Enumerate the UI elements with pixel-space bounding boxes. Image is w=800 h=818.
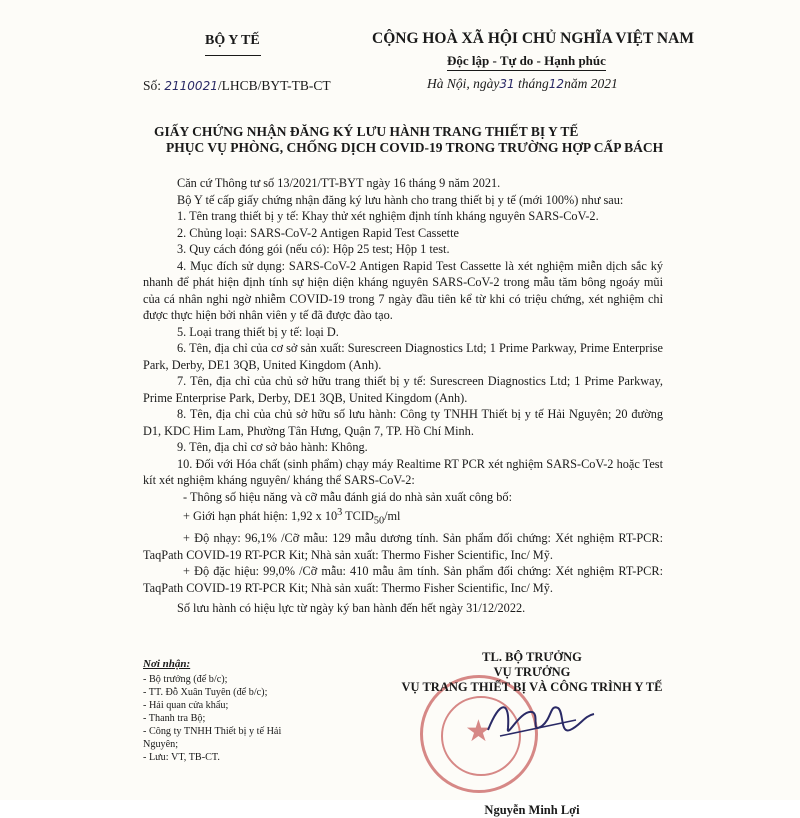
detection-limit-c: /ml [384, 509, 401, 524]
official-seal-icon: ★ [420, 675, 538, 793]
signature-line2: VỤ TRƯỞNG [493, 665, 571, 679]
item-4: 4. Mục đích sử dụng: SARS-CoV-2 Antigen Rapid Test Cassette là xét nghiệm miễn dịch sắc ký nhanh để phát hiện định tính sự hiện diện kháng nguyên SARS-CoV-2 trong mẫu tăm bông ngoáy mũi của cá nhân nghi ngờ nhiễm COVID-19 trong 7 ngày đầu tiên kể từ khi có triệu chứng, xét nghiệm chỉ được thực hiện bởi nhân viên y tế đã được đào tạo. [143, 258, 663, 322]
item-1: 1. Tên trang thiết bị y tế: Khay thử xét nghiệm định tính kháng nguyên SARS-CoV-2. [177, 209, 599, 223]
item-10: 10. Đối với Hóa chất (sinh phẩm) chạy máy Realtime RT PCR xét nghiệm SARS-CoV-2 hoặc Test kít xét nghiệm kháng nguyên/ kháng thể SARS-CoV-2: [143, 456, 663, 487]
signer-name: Nguyễn Minh Lợi [484, 803, 580, 817]
recipient-item: - Công ty TNHH Thiết bị y tế Hải [143, 726, 282, 737]
recipient-item: - Bộ trưởng (để b/c); [143, 674, 228, 685]
recipients-title: Nơi nhận: [143, 658, 191, 670]
item-5: 5. Loại trang thiết bị y tế: loại D. [177, 324, 339, 339]
item-2: 2. Chủng loại: SARS-CoV-2 Antigen Rapid Test Cassette [177, 225, 459, 240]
place-date-c: năm 2021 [564, 76, 618, 91]
signature-block [352, 650, 712, 818]
detection-limit-a: + Giới hạn phát hiện: 1,92 x 10 [183, 509, 338, 524]
detection-limit [143, 505, 663, 530]
item-8: 8. Tên, địa chỉ của chủ sở hữu số lưu hành: Công ty TNHH Thiết bị y tế Hải Nguyên; 20 đường D1, KDC Him Lam, Phường Tân Hưng, Quận 7, TP. Hồ Chí Minh. [143, 407, 663, 438]
performance-heading: - Thông số hiệu năng và cỡ mẫu đánh giá do nhà sản xuất công bố: [183, 489, 512, 504]
country-name: CỘNG HOÀ XÃ HỘI CHỦ NGHĨA VIỆT NAM [372, 30, 694, 47]
signature-line3: VỤ TRANG THIẾT BỊ VÀ CÔNG TRÌNH Y TẾ [401, 680, 663, 694]
recipient-item: - TT. Đỗ Xuân Tuyên (để b/c); [143, 687, 268, 698]
item-7: 7. Tên, địa chỉ của chủ sở hữu trang thiết bị y tế: Surescreen Diagnostics Ltd; 1 Prime Parkway, Prime Enterprise Park, Derby, DE1 3QB, United Kingdom (Anh). [143, 374, 663, 405]
specificity: + Độ đặc hiệu: 99,0% /Cỡ mẫu: 410 mẫu âm tính. Sản phẩm đối chứng: Xét nghiệm RT-PCR: TaqPath COVID-19 RT-PCR Kit; Nhà sản xuất: Thermo Fisher Scientific, Inc/ Mỹ. [143, 564, 663, 595]
recipient-item: - Lưu: VT, TB-CT. [143, 752, 220, 763]
document-number [143, 78, 331, 94]
place-date [427, 76, 618, 92]
sensitivity: + Độ nhạy: 96,1% /Cỡ mẫu: 129 mẫu dương tính. Sản phẩm đối chứng: Xét nghiệm RT-PCR: TaqPath COVID-19 RT-PCR Kit; Nhà sản xuất: Thermo Fisher Scientific, Inc/ Mỹ. [143, 531, 663, 562]
place-date-a: Hà Nội, ngày [427, 76, 500, 91]
recipient-item: - Hải quan cửa khẩu; [143, 700, 229, 711]
place-date-b: tháng [514, 76, 549, 91]
detection-limit-sub: 50 [373, 515, 385, 527]
detection-limit-b: TCID [342, 509, 374, 524]
recipient-item: - Thanh tra Bộ; [143, 713, 206, 724]
document-title-line1: GIẤY CHỨNG NHẬN ĐĂNG KÝ LƯU HÀNH TRANG THIẾT BỊ Y TẾ [154, 124, 579, 139]
ministry-underline [205, 55, 261, 56]
item-6: 6. Tên, địa chỉ của cơ sở sản xuất: Surescreen Diagnostics Ltd; 1 Prime Parkway, Prime Enterprise Park, Derby, DE1 3QB, United Kingdom (Anh). [143, 341, 663, 372]
doc-no-prefix: Số: [143, 78, 165, 93]
doc-no-suffix: /LHCB/BYT-TB-CT [217, 78, 331, 93]
document-body [143, 175, 663, 617]
doc-no-handwritten: 2110021 [164, 79, 218, 93]
item-9: 9. Tên, địa chỉ cơ sở bảo hành: Không. [177, 440, 368, 454]
signature-line1: TL. BỘ TRƯỞNG [482, 650, 582, 664]
document-title-line2: PHỤC VỤ PHÒNG, CHỐNG DỊCH COVID-19 TRONG TRƯỜNG HỢP CẤP BÁCH [166, 140, 664, 155]
recipient-item: Nguyên; [143, 739, 179, 750]
recipients-block [143, 658, 313, 764]
ministry-name: BỘ Y TẾ [205, 33, 260, 48]
national-motto: Độc lập - Tự do - Hạnh phúc [447, 53, 606, 71]
date-day: 31 [499, 77, 515, 91]
intro-paragraph: Bộ Y tế cấp giấy chứng nhận đăng ký lưu hành cho trang thiết bị y tế (mới 100%) như sau: [177, 192, 624, 207]
date-month: 12 [548, 77, 565, 91]
validity-statement: Số lưu hành có hiệu lực từ ngày ký ban hành đến hết ngày 31/12/2022. [177, 601, 526, 616]
item-3: 3. Quy cách đóng gói (nếu có): Hộp 25 test; Hộp 1 test. [177, 242, 450, 256]
detection-limit-exp: 3 [337, 507, 343, 518]
legal-basis: Căn cứ Thông tư số 13/2021/TT-BYT ngày 16 tháng 9 năm 2021. [177, 176, 501, 190]
